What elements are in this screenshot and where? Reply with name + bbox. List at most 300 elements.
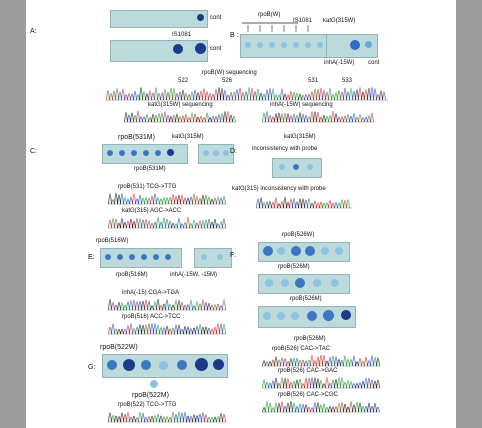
blot-dot	[197, 14, 204, 21]
blot-dot	[263, 312, 271, 320]
trace-peak	[269, 115, 272, 122]
trace-peak	[187, 217, 190, 228]
trace-peak	[217, 224, 220, 228]
trace-peak	[266, 202, 269, 208]
trace-peak	[368, 361, 371, 366]
trace-peak	[332, 203, 335, 208]
panel-c-strip-left	[102, 144, 188, 164]
trace-peak	[181, 413, 184, 422]
trace-peak	[332, 407, 335, 412]
trace-peak	[335, 380, 338, 388]
trace-peak	[344, 404, 347, 412]
trace-peak	[284, 406, 287, 412]
blot-dot	[150, 380, 158, 388]
trace-peak	[266, 362, 269, 366]
trace-peak	[263, 380, 266, 388]
trace-peak	[374, 358, 377, 366]
trace-peak	[281, 202, 284, 208]
trace-peak	[158, 113, 161, 122]
trace-peak	[173, 88, 176, 100]
blot-dot	[141, 254, 147, 260]
blot-dot	[167, 149, 174, 156]
trace-peak	[293, 198, 296, 208]
panel-d-katg-label: katG(315M)	[284, 134, 316, 140]
trace-peak	[187, 327, 190, 334]
panel-f-seq1-label: rpoB(526) CAC->TAC	[272, 346, 331, 352]
blot-dot	[293, 42, 299, 48]
trace-peak	[362, 361, 365, 366]
trace-peak	[284, 359, 287, 366]
trace-peak	[362, 92, 365, 100]
trace-peak	[109, 220, 112, 228]
trace-peak	[347, 359, 350, 366]
trace-peak	[145, 325, 148, 334]
trace-peak	[287, 361, 290, 366]
trace-peak	[377, 407, 380, 412]
trace-peak	[362, 118, 365, 122]
trace-peak	[182, 116, 185, 122]
panel-c-katg-label: katG(315M)	[172, 134, 204, 140]
trace-peak	[362, 381, 365, 388]
trace-peak	[281, 114, 284, 122]
trace-peak	[296, 380, 299, 388]
trace-peak	[239, 88, 242, 100]
panel-a-strip-bottom	[110, 40, 208, 62]
blot-dot	[305, 246, 315, 256]
trace-peak	[296, 202, 299, 208]
trace-peak	[287, 202, 290, 208]
panel-c-strip-right	[198, 144, 234, 164]
panel-e-strip-left	[100, 248, 182, 268]
blot-dot	[263, 246, 273, 256]
trace-peak	[127, 301, 130, 310]
trace-peak	[323, 384, 326, 388]
trace-peak	[140, 88, 143, 100]
trace-peak	[176, 114, 179, 122]
panel-f-526w-label: rpoB(526W)	[282, 232, 315, 238]
trace-peak	[118, 223, 121, 228]
trace-peak	[157, 197, 160, 204]
blot-dot	[119, 150, 125, 156]
trace-peak	[143, 117, 146, 122]
trace-peak	[362, 406, 365, 412]
trace-peak	[115, 193, 118, 204]
trace-peak	[190, 416, 193, 422]
trace-peak	[154, 324, 157, 334]
seq-rpob-title: rpoB(W) sequencing	[202, 70, 257, 76]
trace-peak	[299, 94, 302, 100]
trace-peak	[383, 92, 386, 100]
panel-d-strip	[272, 158, 322, 178]
trace-peak	[326, 203, 329, 208]
trace-peak	[139, 301, 142, 310]
trace-peak	[163, 328, 166, 334]
trace-peak	[329, 357, 332, 366]
panel-c-rpob-label-2: rpoB(531M)	[134, 166, 166, 172]
trace-peak	[290, 401, 293, 412]
trace-peak	[148, 301, 151, 310]
trace-peak	[224, 112, 227, 122]
trace-peak	[175, 224, 178, 228]
trace-peak	[353, 405, 356, 412]
trace-peak	[365, 117, 368, 122]
trace-peak	[344, 88, 347, 100]
trace-peak	[131, 94, 134, 100]
trace-peak	[205, 220, 208, 228]
trace-peak	[181, 302, 184, 310]
trace-peak	[179, 117, 182, 122]
panel-a-cont-label-2: cont	[210, 46, 222, 52]
blot-dot	[173, 44, 183, 54]
trace-peak	[151, 196, 154, 204]
trace-peak	[166, 198, 169, 204]
panel-g-522m-label: rpoB(522M)	[132, 392, 169, 399]
panel-d-seq1-trace	[256, 196, 352, 208]
trace-peak	[377, 358, 380, 366]
trace-peak	[196, 197, 199, 204]
trace-peak	[278, 113, 281, 122]
trace-peak	[109, 300, 112, 310]
trace-peak	[359, 358, 362, 366]
trace-peak	[121, 413, 124, 422]
trace-peak	[223, 197, 226, 204]
trace-peak	[190, 300, 193, 310]
blot-dot	[257, 42, 263, 48]
trace-peak	[317, 112, 320, 122]
blot-dot	[213, 150, 219, 156]
seq-pos-522: 522	[178, 78, 189, 84]
trace-peak	[266, 90, 269, 100]
trace-peak	[166, 326, 169, 334]
blot-dot	[331, 279, 339, 287]
blot-dot	[291, 312, 299, 320]
blot-dot	[305, 42, 311, 48]
trace-peak	[142, 301, 145, 310]
trace-peak	[302, 384, 305, 388]
trace-peak	[173, 115, 176, 122]
trace-peak	[148, 198, 151, 204]
trace-peak	[190, 224, 193, 228]
trace-peak	[160, 328, 163, 334]
trace-peak	[305, 378, 308, 388]
trace-peak	[109, 194, 112, 204]
figure-page	[26, 0, 456, 428]
trace-peak	[130, 197, 133, 204]
trace-peak	[326, 407, 329, 412]
trace-peak	[275, 114, 278, 122]
trace-peak	[203, 89, 206, 100]
panel-g-letter: G:	[88, 364, 96, 371]
trace-peak	[131, 113, 134, 122]
trace-peak	[182, 90, 185, 100]
trace-peak	[227, 95, 230, 100]
blot-dot	[307, 164, 313, 170]
trace-peak	[275, 378, 278, 388]
trace-peak	[167, 115, 170, 122]
trace-peak	[350, 402, 353, 412]
trace-peak	[332, 356, 335, 366]
trace-peak	[202, 413, 205, 422]
trace-peak	[191, 113, 194, 122]
trace-peak	[121, 303, 124, 310]
trace-peak	[119, 92, 122, 100]
blot-dot	[281, 42, 287, 48]
trace-peak	[118, 329, 121, 334]
trace-peak	[178, 218, 181, 228]
trace-peak	[374, 89, 377, 100]
panel-d-inconsistency-label: inconsistency with probe	[252, 146, 318, 152]
trace-peak	[368, 88, 371, 100]
trace-peak	[356, 402, 359, 412]
trace-peak	[169, 329, 172, 334]
trace-peak	[211, 222, 214, 228]
trace-peak	[353, 384, 356, 388]
trace-peak	[124, 305, 127, 310]
panel-c-seq1-label: rpoB(531) TCG->TTG	[118, 184, 177, 190]
trace-peak	[199, 414, 202, 422]
trace-peak	[266, 111, 269, 122]
trace-peak	[284, 113, 287, 122]
trace-peak	[200, 116, 203, 122]
trace-peak	[205, 195, 208, 204]
trace-peak	[133, 329, 136, 334]
trace-peak	[308, 378, 311, 388]
trace-peak	[260, 198, 263, 208]
trace-peak	[323, 116, 326, 122]
trace-peak	[181, 224, 184, 228]
trace-peak	[233, 92, 236, 100]
blot-dot	[321, 247, 329, 255]
trace-peak	[128, 93, 131, 100]
seq-pos-526: 526	[222, 78, 233, 84]
trace-peak	[209, 93, 212, 100]
trace-peak	[341, 378, 344, 388]
trace-peak	[269, 383, 272, 388]
trace-peak	[347, 92, 350, 100]
trace-peak	[128, 115, 131, 122]
trace-peak	[359, 115, 362, 122]
trace-peak	[305, 94, 308, 100]
trace-peak	[161, 93, 164, 100]
trace-peak	[344, 116, 347, 122]
trace-peak	[218, 88, 221, 100]
trace-peak	[130, 301, 133, 310]
panel-e-seq1-label: inhA(-15) CGA->TGA	[122, 290, 180, 296]
trace-peak	[187, 416, 190, 422]
trace-peak	[124, 198, 127, 204]
trace-peak	[347, 407, 350, 412]
trace-peak	[179, 92, 182, 100]
blot-dot	[245, 42, 251, 48]
panel-f-strip-1	[258, 242, 350, 262]
trace-peak	[224, 90, 227, 100]
trace-peak	[136, 418, 139, 422]
trace-peak	[200, 91, 203, 100]
trace-peak	[166, 417, 169, 422]
panel-g-strip	[102, 354, 228, 378]
blot-dot	[129, 254, 135, 260]
trace-peak	[178, 412, 181, 422]
trace-peak	[227, 112, 230, 122]
blot-dot	[117, 254, 123, 260]
trace-peak	[217, 304, 220, 310]
trace-peak	[368, 403, 371, 412]
trace-peak	[148, 417, 151, 422]
seq-pos-533: 533	[342, 78, 353, 84]
trace-peak	[140, 117, 143, 122]
trace-peak	[188, 94, 191, 100]
trace-peak	[260, 93, 263, 100]
trace-peak	[205, 302, 208, 310]
blot-dot	[217, 254, 223, 260]
trace-peak	[190, 197, 193, 204]
blot-dot	[281, 279, 289, 287]
panel-f-strip-3	[258, 306, 356, 328]
trace-peak	[136, 199, 139, 204]
panel-f-seq1-trace	[262, 354, 380, 366]
trace-peak	[326, 361, 329, 366]
trace-peak	[305, 200, 308, 208]
blot-dot	[293, 164, 299, 170]
trace-peak	[311, 378, 314, 388]
blot-dot	[295, 278, 305, 288]
trace-peak	[130, 417, 133, 422]
blot-dot	[177, 360, 187, 370]
trace-peak	[208, 219, 211, 228]
trace-peak	[112, 324, 115, 334]
trace-peak	[272, 202, 275, 208]
trace-peak	[110, 93, 113, 100]
trace-peak	[350, 116, 353, 122]
trace-peak	[308, 360, 311, 366]
trace-peak	[170, 88, 173, 100]
trace-peak	[233, 116, 236, 122]
trace-peak	[305, 115, 308, 122]
trace-peak	[329, 115, 332, 122]
trace-peak	[350, 360, 353, 366]
panel-e-seq2-label: rpoB(516) ACC->TCC	[122, 314, 181, 320]
trace-peak	[145, 417, 148, 422]
trace-peak	[365, 378, 368, 388]
trace-peak	[154, 222, 157, 228]
trace-peak	[209, 118, 212, 122]
trace-peak	[221, 114, 224, 122]
trace-peak	[122, 89, 125, 100]
trace-peak	[347, 114, 350, 122]
blot-dot	[131, 150, 137, 156]
trace-peak	[187, 305, 190, 310]
trace-peak	[197, 117, 200, 122]
trace-peak	[163, 417, 166, 422]
trace-peak	[272, 408, 275, 412]
panel-b-katg-label: katG(315W)	[323, 18, 356, 24]
trace-peak	[113, 91, 116, 100]
trace-peak	[176, 93, 179, 100]
trace-peak	[208, 303, 211, 310]
panel-c-seq2-label: katG(315) AGC->ACC	[122, 208, 182, 214]
trace-peak	[157, 414, 160, 422]
blot-dot	[107, 150, 113, 156]
trace-peak	[145, 220, 148, 228]
trace-peak	[172, 194, 175, 204]
trace-peak	[299, 379, 302, 388]
trace-peak	[172, 305, 175, 310]
trace-peak	[184, 326, 187, 334]
blot-dot	[279, 164, 285, 170]
trace-peak	[335, 203, 338, 208]
trace-peak	[139, 412, 142, 422]
panel-f-seq3-label: rpoB(526) CAC->CGC	[278, 392, 338, 398]
trace-peak	[208, 328, 211, 334]
blot-dot	[350, 40, 360, 50]
trace-peak	[308, 117, 311, 122]
trace-peak	[154, 194, 157, 204]
panel-c-seq2-trace	[108, 216, 226, 228]
trace-peak	[284, 378, 287, 388]
trace-peak	[308, 407, 311, 412]
trace-peak	[278, 204, 281, 208]
trace-peak	[293, 358, 296, 366]
trace-peak	[193, 194, 196, 204]
trace-peak	[263, 361, 266, 366]
trace-peak	[317, 357, 320, 366]
trace-peak	[184, 198, 187, 204]
trace-peak	[281, 402, 284, 412]
trace-peak	[166, 219, 169, 228]
blot-dot	[365, 41, 372, 48]
trace-peak	[230, 115, 233, 122]
trace-peak	[347, 380, 350, 388]
trace-peak	[127, 326, 130, 334]
trace-peak	[353, 113, 356, 122]
blot-dot	[269, 42, 275, 48]
trace-peak	[109, 327, 112, 334]
trace-peak	[302, 360, 305, 366]
trace-peak	[368, 116, 371, 122]
panel-e-seq2-trace	[108, 322, 226, 334]
trace-peak	[320, 355, 323, 366]
trace-peak	[314, 378, 317, 388]
blot-dot	[155, 150, 161, 156]
trace-peak	[143, 92, 146, 100]
panel-e-seq1-trace	[108, 298, 226, 310]
trace-peak	[269, 88, 272, 100]
trace-peak	[347, 200, 350, 208]
trace-peak	[275, 357, 278, 366]
blot-dot	[141, 360, 151, 370]
trace-peak	[181, 195, 184, 204]
trace-peak	[317, 203, 320, 208]
blot-dot	[323, 310, 334, 321]
trace-peak	[341, 360, 344, 366]
trace-peak	[142, 198, 145, 204]
trace-peak	[116, 88, 119, 100]
trace-peak	[269, 362, 272, 366]
trace-peak	[311, 203, 314, 208]
trace-peak	[335, 357, 338, 366]
trace-peak	[296, 358, 299, 366]
trace-peak	[263, 203, 266, 208]
trace-peak	[236, 89, 239, 100]
trace-peak	[326, 92, 329, 100]
trace-peak	[217, 324, 220, 334]
trace-peak	[127, 221, 130, 228]
trace-peak	[206, 92, 209, 100]
trace-peak	[269, 403, 272, 412]
trace-peak	[323, 404, 326, 412]
trace-peak	[133, 416, 136, 422]
trace-peak	[257, 89, 260, 100]
